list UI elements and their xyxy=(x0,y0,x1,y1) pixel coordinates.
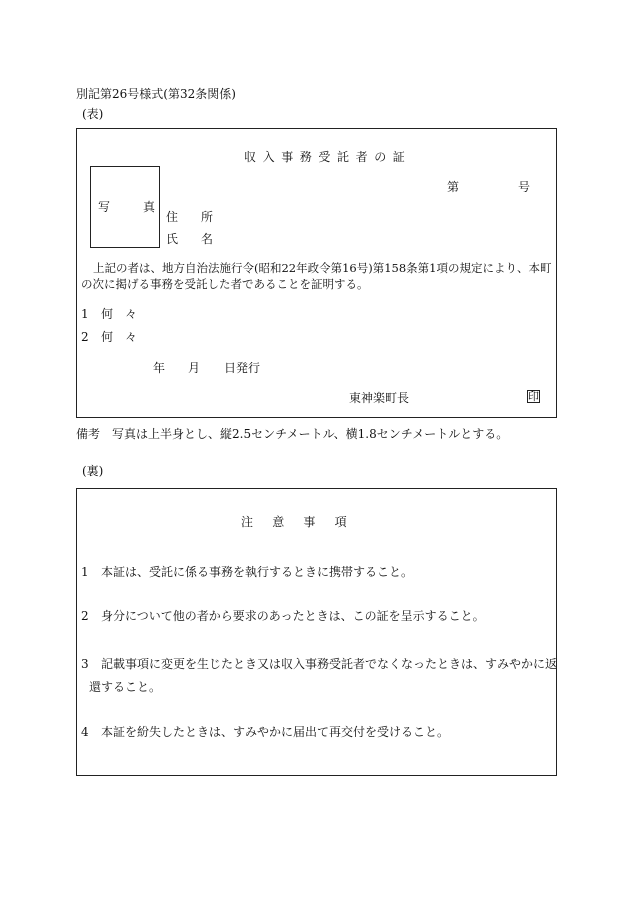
photo-box xyxy=(90,166,160,248)
date-day: 日発行 xyxy=(224,361,261,375)
item-2-text: 何 々 xyxy=(101,330,138,344)
note-1-number: 1 xyxy=(81,565,89,579)
name-label-left: 氏 xyxy=(166,232,179,246)
note-3-continuation: 還すること。 xyxy=(89,680,162,694)
note-3-number: 3 xyxy=(81,657,89,671)
address-label-left: 住 xyxy=(166,210,179,224)
item-2-number: 2 xyxy=(81,330,89,344)
notes-title: 注意事項 xyxy=(241,515,366,529)
body-line-1: 上記の者は、地方自治法施行令(昭和22年政令第16号)第158条第1項の規定により、本町 xyxy=(93,261,552,275)
seal-mark: 印 xyxy=(528,390,539,403)
note-2-text: 身分について他の者から要求のあったときは、この証を呈示すること。 xyxy=(101,609,485,623)
name-label-right: 名 xyxy=(201,232,214,246)
item-1-text: 何 々 xyxy=(101,307,138,321)
number-suffix: 号 xyxy=(518,180,531,194)
note-2-number: 2 xyxy=(81,609,89,623)
form-number: 別記第26号様式(第32条関係) xyxy=(76,87,236,101)
number-prefix: 第 xyxy=(447,180,460,194)
back-label: (裏) xyxy=(82,464,104,478)
note-3-text: 記載事項に変更を生じたとき又は収入事務受託者でなくなったときは、すみやかに返 xyxy=(101,657,558,671)
item-1-number: 1 xyxy=(81,307,89,321)
body-line-2: の次に掲げる事務を受託した者であることを証明する。 xyxy=(81,277,369,291)
photo-label-left: 写 xyxy=(98,200,111,214)
date-month: 月 xyxy=(188,361,201,375)
remark: 備考 写真は上半身とし、縦2.5センチメートル、横1.8センチメートルとする。 xyxy=(76,427,509,441)
date-year: 年 xyxy=(153,361,166,375)
front-label: (表) xyxy=(82,107,104,121)
card-title: 収入事務受託者の証 xyxy=(244,150,412,164)
address-label-right: 所 xyxy=(201,210,214,224)
issuer: 東神楽町長 xyxy=(349,391,410,405)
photo-label-right: 真 xyxy=(143,200,156,214)
note-1-text: 本証は、受託に係る事務を執行するときに携帯すること。 xyxy=(101,565,414,579)
note-4-text: 本証を紛失したときは、すみやかに届出て再交付を受けること。 xyxy=(101,725,450,739)
note-4-number: 4 xyxy=(81,725,89,739)
